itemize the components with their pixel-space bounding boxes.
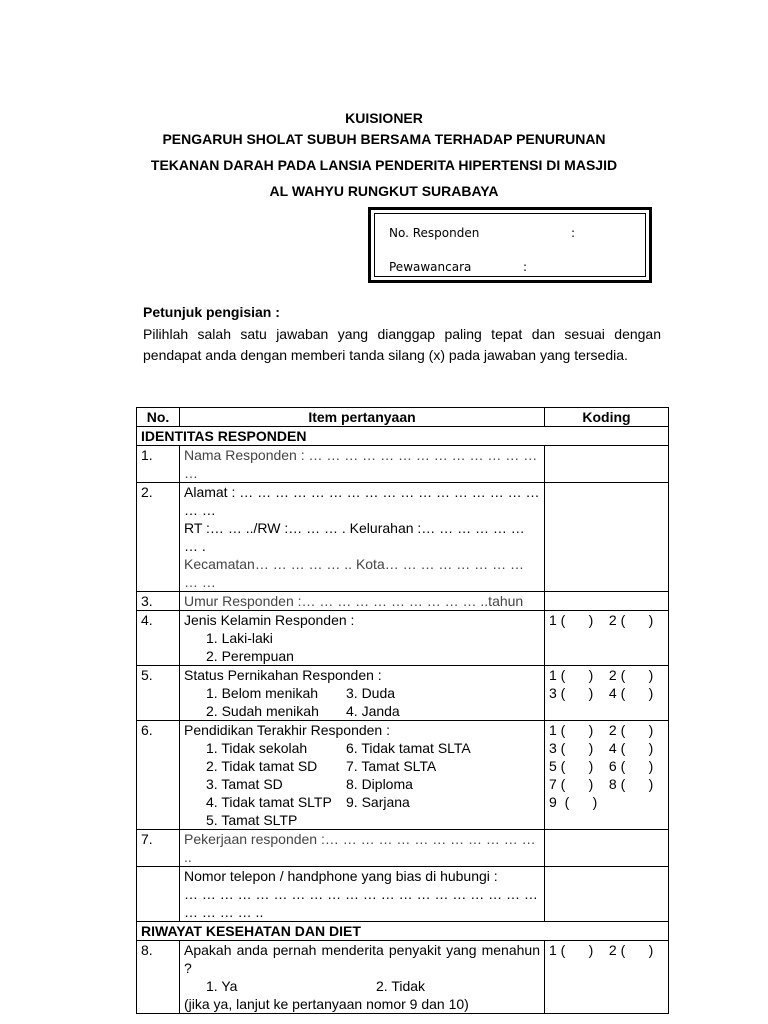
q8-option-2[interactable]: 2. Tidak	[376, 978, 426, 994]
table-row-q7b	[137, 867, 669, 922]
q6-option-9[interactable]: 9. Sarjana	[346, 794, 410, 810]
q6-option-4[interactable]: 4. Tidak tamat SLTP	[206, 794, 332, 810]
q2-line-rt-rw: RT :… … ../RW :… … … . Kelurahan :… … … … … … … .	[184, 520, 525, 554]
instructions-heading: Petunjuk pengisian :	[143, 304, 280, 320]
table-row-q3	[137, 592, 669, 611]
q5-question	[180, 666, 545, 721]
table-row-q8	[137, 941, 669, 1014]
q6-koding[interactable]	[545, 721, 669, 830]
q6-options-row-3	[184, 775, 540, 793]
section-row-identitas	[137, 427, 669, 446]
instructions-body: Pilihlah salah satu jawaban yang dianggap paling tepat dan sesuai dengan pendapat anda dengan memberi tanda silang (x) pada jawaban yang tersedia.	[143, 326, 661, 363]
q2-alamat-field[interactable]	[180, 483, 545, 592]
header-no: No.	[137, 408, 180, 427]
q4-koding[interactable]	[545, 611, 669, 666]
no-responden-label: No. Responden	[389, 226, 480, 240]
header-item: Item pertanyaan	[180, 408, 545, 427]
document-subtitle-line-2: TEKANAN DARAH PADA LANSIA PENDERITA HIPERTENSI DI MASJID	[150, 157, 618, 173]
q4-option-2[interactable]: 2. Perempuan	[206, 648, 294, 664]
q6-question	[180, 721, 545, 830]
q6-options-row-2	[184, 757, 540, 775]
table-row-q1	[137, 446, 669, 483]
q8-text: Apakah anda pernah menderita penyakit yang menahun ?	[184, 942, 540, 976]
table-row-q5	[137, 666, 669, 721]
q5-option-4[interactable]: 4. Janda	[346, 703, 400, 719]
q7b-number	[137, 867, 180, 922]
q5-koding-line-2: 3 ( ) 4 ( )	[549, 685, 654, 701]
q2-line-kecamatan: Kecamatan… … … … … .. Kota… … … … … … … … … …	[184, 556, 524, 590]
q4-option-1[interactable]: 1. Laki-laki	[206, 630, 273, 646]
q3-number: 3.	[137, 592, 180, 611]
section-row-riwayat	[137, 922, 669, 941]
q5-koding[interactable]	[545, 666, 669, 721]
q6-koding-line-1: 1 ( ) 2 ( )	[549, 722, 654, 738]
q6-text: Pendidikan Terakhir Responden :	[184, 722, 390, 738]
q5-option-3[interactable]: 3. Duda	[346, 685, 396, 701]
q8-koding[interactable]	[545, 941, 669, 1014]
q6-option-2[interactable]: 2. Tidak tamat SD	[206, 758, 318, 774]
q2-line-alamat: Alamat : … … … … … … … … … … … … … … … … … … …	[184, 484, 540, 518]
no-responden-colon: :	[571, 226, 576, 240]
q6-koding-line-4: 7 ( ) 8 ( )	[549, 776, 654, 792]
q5-option-1[interactable]: 1. Belom menikah	[206, 685, 319, 701]
q3-koding	[545, 592, 669, 611]
q5-koding-line-1: 1 ( ) 2 ( )	[549, 667, 654, 683]
pewawancara-field[interactable]	[389, 260, 528, 274]
section-title-riwayat: RIWAYAT KESEHATAN DAN DIET	[137, 922, 669, 941]
q7b-line-2: … … … … … … … … … … … … … … … … … … … … … … … … ..	[184, 886, 538, 920]
questionnaire-table	[136, 407, 669, 1014]
q4-koding-line-1: 1 ( ) 2 ( )	[549, 612, 654, 628]
q8-question	[180, 941, 545, 1014]
q2-koding	[545, 483, 669, 592]
q4-number: 4.	[137, 611, 180, 666]
q6-koding-line-3: 5 ( ) 6 ( )	[549, 758, 654, 774]
q1-koding	[545, 446, 669, 483]
table-row-q2	[137, 483, 669, 592]
q6-options-row-1	[184, 739, 540, 757]
q8-options-row	[184, 977, 540, 995]
q6-option-7[interactable]: 7. Tamat SLTA	[346, 758, 437, 774]
q6-options-row-5	[184, 811, 540, 829]
q6-option-5[interactable]: 5. Tamat SLTP	[206, 812, 298, 828]
q6-koding-line-2: 3 ( ) 4 ( )	[549, 740, 654, 756]
q8-note: (jika ya, lanjut ke pertanyaan nomor 9 dan 10)	[184, 996, 469, 1012]
document-subtitle-line-3: AL WAHYU RUNGKUT SURABAYA	[269, 183, 499, 199]
respondent-info-box	[368, 207, 652, 283]
table-row-q4	[137, 611, 669, 666]
no-responden-field[interactable]	[389, 226, 576, 240]
pewawancara-colon: :	[523, 260, 528, 274]
q4-question	[180, 611, 545, 666]
q6-option-1[interactable]: 1. Tidak sekolah	[206, 740, 308, 756]
q7-number: 7.	[137, 830, 180, 867]
q6-option-3[interactable]: 3. Tamat SD	[206, 776, 283, 792]
q5-options-row-1	[184, 684, 540, 702]
q6-option-6[interactable]: 6. Tidak tamat SLTA	[346, 740, 471, 756]
table-header-row	[137, 408, 669, 427]
q6-option-8[interactable]: 8. Diploma	[346, 776, 413, 792]
q7b-telepon-field[interactable]	[180, 867, 545, 922]
q8-option-1[interactable]: 1. Ya	[206, 978, 238, 994]
document-title: KUISIONER	[345, 110, 423, 126]
q6-option-empty	[346, 811, 486, 829]
q7-pekerjaan-field[interactable]: Pekerjaan responden :… … … … … … … … … … … … ..	[180, 830, 545, 867]
pewawancara-label: Pewawancara	[389, 260, 472, 274]
table-row-q7	[137, 830, 669, 867]
q7-koding	[545, 830, 669, 867]
q5-text: Status Pernikahan Responden :	[184, 667, 382, 683]
q3-umur-field[interactable]: Umur Responden :… … … … … … … … … … ..tahun	[180, 592, 545, 611]
q1-nama-field[interactable]: Nama Responden : … … … … … … … … … … … … … …	[180, 446, 545, 483]
q6-number: 6.	[137, 721, 180, 830]
header-koding: Koding	[545, 408, 669, 427]
q8-number: 8.	[137, 941, 180, 1014]
q7b-line-1: Nomor telepon / handphone yang bias di hubungi :	[184, 868, 498, 884]
q7b-koding	[545, 867, 669, 922]
document-subtitle-line-1: PENGARUH SHOLAT SUBUH BERSAMA TERHADAP PENURUNAN	[162, 131, 606, 147]
q4-text: Jenis Kelamin Responden :	[184, 612, 355, 628]
q5-option-2[interactable]: 2. Sudah menikah	[206, 703, 319, 719]
table-row-q6	[137, 721, 669, 830]
q2-number: 2.	[137, 483, 180, 592]
q6-koding-line-5: 9 ( )	[549, 794, 598, 810]
q1-number: 1.	[137, 446, 180, 483]
q6-options-row-4	[184, 793, 540, 811]
q5-options-row-2	[184, 702, 540, 720]
q8-koding-line-1: 1 ( ) 2 ( )	[549, 942, 654, 958]
q5-number: 5.	[137, 666, 180, 721]
section-title-identitas: IDENTITAS RESPONDEN	[137, 427, 669, 446]
